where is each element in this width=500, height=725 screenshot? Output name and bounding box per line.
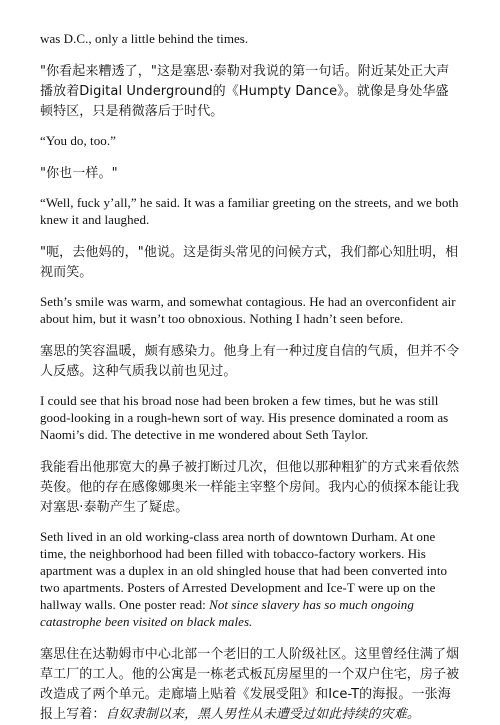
poster-quote-italic: 自奴隶制以来，黑人男性从未遭受过如此持续的灾难。 <box>105 707 420 722</box>
paragraph-zh: 塞思的笑容温暖，颇有感染力。他身上有一种过度自信的气质，但并不令人反感。这种气质我以前也见过。 <box>40 344 460 379</box>
paragraph-zh: 我能看出他那宽大的鼻子被打断过几次，但他以那种粗犷的方式来看依然英俊。他的存在感像娜奥米一样能主宰整个房间。我内心的侦探本能让我对塞思·泰勒产生了疑虑。 <box>40 460 460 515</box>
paragraph-en <box>40 528 460 630</box>
paragraph-en: I could see that his broad nose had been broken a few times, but he was still good-looking in a rough-hewn sort of way. His presence dominated a room as Naomi’s did. The detective in me wondered about Seth Taylor. <box>40 393 449 442</box>
paragraph-en: Seth’s smile was warm, and somewhat contagious. He had an overconfident air about him, but it wasn’t too obnoxious. Nothing I hadn’t seen before. <box>40 294 456 326</box>
paragraph-en: “Well, fuck y’all,” he said. It was a familiar greeting on the streets, and we both knew it and laughed. <box>40 195 459 227</box>
paragraph-zh: "你看起来糟透了，"这是塞思·泰勒对我说的第一句话。附近某处正大声播放着Digital Underground的《Humpty Dance》。就像是身处华盛顿特区，只是稍微落后于时代。 <box>40 64 450 119</box>
paragraph-zh <box>40 645 460 725</box>
paragraph-en: was D.C., only a little behind the times. <box>40 31 249 46</box>
paragraph-text: Seth lived in an old working-class area north of downtown Durham. At one time, the neighborhood had been filled with tobacco-factory workers. His apartment was a duplex in an old shingled house that had been converted into two apartments. Posters of Arrested Development and Ice-T were up on the hallway walls. One poster read: <box>40 529 448 612</box>
poster-quote-italic: Not since slavery has so much ongoing catastrophe been visited on black males. <box>40 597 414 629</box>
paragraph-zh: "呃，去他妈的，"他说。这是街头常见的问候方式，我们都心知肚明，相视而笑。 <box>40 245 459 280</box>
paragraph-text: 塞思住在达勒姆市中心北部一个老旧的工人阶级社区。这里曾经住满了烟草工厂的工人。他的公寓是一栋老式板瓦房屋里的一个双户住宅，房子被改造成了两个单元。走廊墙上贴着《发展受阻》和Ice-T的海报。一张海报上写着： <box>40 647 460 722</box>
paragraph-en: “You do, too.” <box>40 133 116 148</box>
paragraph-zh: "你也一样。" <box>40 166 118 181</box>
